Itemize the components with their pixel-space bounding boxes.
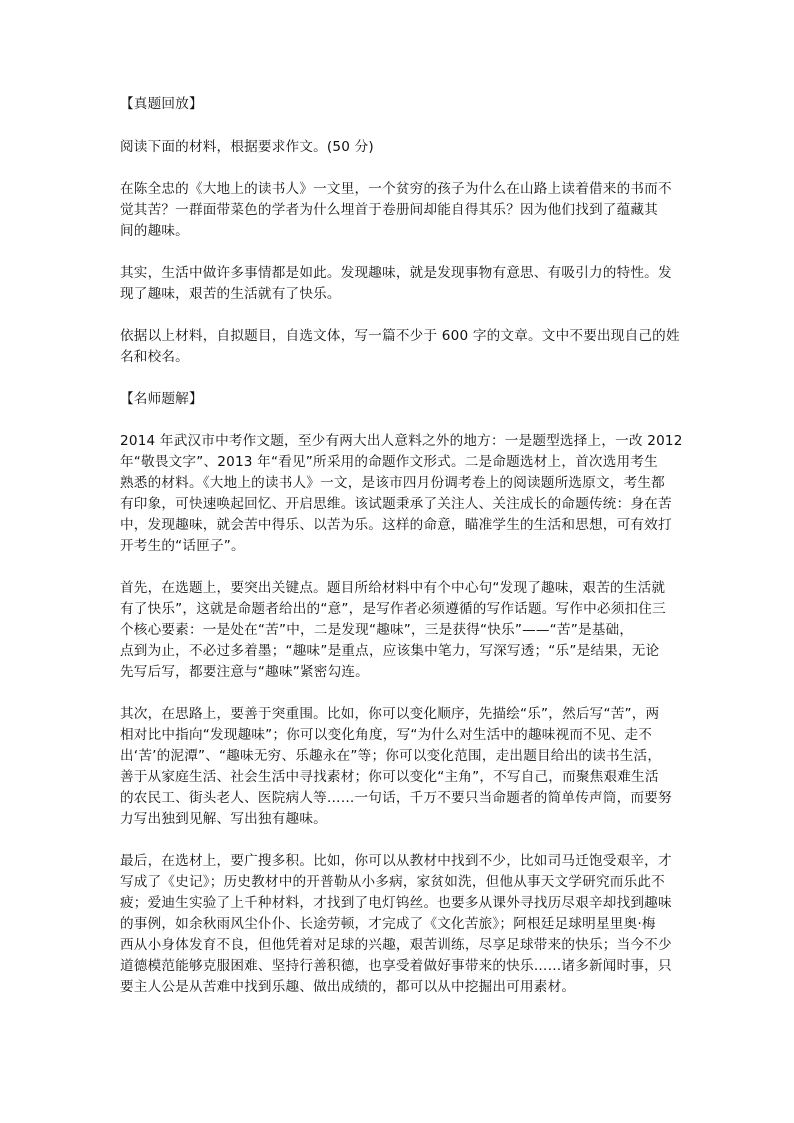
- requirements-paragraph: [120, 326, 680, 368]
- section-heading-review: [120, 94, 680, 115]
- text-line: 点到为止，不必过多着墨；“趣味”是重点，应该集中笔力，写深写透；“乐”是结果，无论: [120, 643, 660, 659]
- material-paragraph-1: [120, 179, 680, 242]
- analysis-paragraph-2: [120, 578, 680, 683]
- text-line: 阅读下面的材料，根据要求作文。(50 分): [120, 139, 374, 155]
- text-line: 的农民工、街头老人、医院病人等……一句话，千万不要只当命题者的简单传声筒，而要努: [120, 790, 672, 806]
- instruction-paragraph: [120, 137, 680, 158]
- text-line: 觉其苦？一群面带菜色的学者为什么埋首于卷册间却能自得其乐？因为他们找到了蕴藏其: [120, 202, 658, 218]
- text-line: 其次，在思路上，要善于突重围。比如，你可以变化顺序，先描绘“乐”，然后写“苦”，两: [120, 706, 660, 722]
- text-line: 熟悉的材料。《大地上的读书人》一文，是该市四月份调考卷上的阅读题所选原文，考生都: [120, 475, 665, 491]
- text-line: 首先，在选题上，要突出关键点。题目所给材料中有个中心句“发现了趣味，艰苦的生活就: [120, 580, 666, 596]
- text-line: 有了快乐”，这就是命题者给出的“意”，是写作者必须遵循的写作话题。写作中必须扣住三: [120, 601, 666, 617]
- text-line: 其实，生活中做许多事情都是如此。发现趣味，就是发现事物有意思、有吸引力的特性。发: [120, 265, 672, 281]
- text-line: 要主人公是从苦难中找到乐趣、做出成绩的，都可以从中挖掘出可用素材。: [120, 979, 576, 995]
- analysis-paragraph-4: [120, 851, 680, 998]
- text-line: 先写后写，都要注意与“趣味”紧密勾连。: [120, 664, 369, 680]
- text-line: 写成了《史记》；历史教材中的开普勒从小多病，家贫如洗，但他从事天文学研究而乐此不: [120, 874, 665, 890]
- text-line: 道德模范能够克服困难、坚持行善积德，也享受着做好事带来的快乐……诸多新闻时事，只: [120, 958, 672, 974]
- text-line: 在陈全忠的《大地上的读书人》一文里，一个贫穷的孩子为什么在山路上读着借来的书而不: [120, 181, 672, 197]
- text-line: 力写出独到见解、写出独有趣味。: [120, 811, 327, 827]
- text-line: 现了趣味，艰苦的生活就有了快乐。: [120, 286, 341, 302]
- text-line: 疲；爱迪生实验了上千种材料，才找到了电灯钨丝。也要多从课外寻找历尽艰辛却找到趣味: [120, 895, 672, 911]
- section-heading-analysis: [120, 389, 680, 410]
- text-line: 间的趣味。: [120, 223, 189, 239]
- text-line: 个核心要素：一是处在“苦”中，二是发现“趣味”，三是获得“快乐”——“苦”是基础，: [120, 622, 634, 638]
- text-line: 中，发现趣味，就会苦中得乐、以苦为乐。这样的命意，瞄准学生的生活和思想，可有效打: [120, 517, 672, 533]
- text-line: 名和校名。: [120, 349, 189, 365]
- text-line: 最后，在选材上，要广搜多积。比如，你可以从教材中找到不少，比如司马迁饱受艰辛，才: [120, 853, 672, 869]
- heading-text: 【真题回放】: [120, 96, 203, 112]
- text-line: 相对比中指向“发现趣味”；你可以变化角度，写“为什么对生活中的趣味视而不见、走不: [120, 727, 653, 743]
- text-line: 的事例，如余秋雨风尘仆仆、长途劳顿，才完成了《文化苦旅》；阿根廷足球明星里奥·梅: [120, 916, 656, 932]
- text-line: 依据以上材料，自拟题目，自选文体，写一篇不少于 600 字的文章。文中不要出现自己的姓: [120, 328, 680, 344]
- analysis-paragraph-1: [120, 431, 683, 557]
- text-line: 2014 年武汉市中考作文题，至少有两大出人意料之外的地方：一是题型选择上，一改 2012: [120, 433, 683, 449]
- text-line: 西从小身体发育不良，但他凭着对足球的兴趣，艰苦训练，尽享足球带来的快乐；当今不少: [120, 937, 672, 953]
- material-paragraph-2: [120, 263, 680, 305]
- text-line: 开考生的“话匣子”。: [120, 538, 245, 554]
- text-line: 善于从家庭生活、社会生活中寻找素材；你可以变化“主角”，不写自己，而聚焦艰难生活: [120, 769, 659, 785]
- text-line: 出‘苦’的泥潭”、“趣味无穷、乐趣永在”等；你可以变化范围，走出题目给出的读书生活，: [120, 748, 662, 764]
- text-line: 年“敬畏文字”、2013 年“看见”所采用的命题作文形式。二是命题选材上，首次选用考生: [120, 454, 658, 470]
- analysis-paragraph-3: [120, 704, 680, 830]
- heading-text: 【名师题解】: [120, 391, 203, 407]
- text-line: 有印象，可快速唤起回忆、开启思维。该试题秉承了关注人、关注成长的命题传统：身在苦: [120, 496, 672, 512]
